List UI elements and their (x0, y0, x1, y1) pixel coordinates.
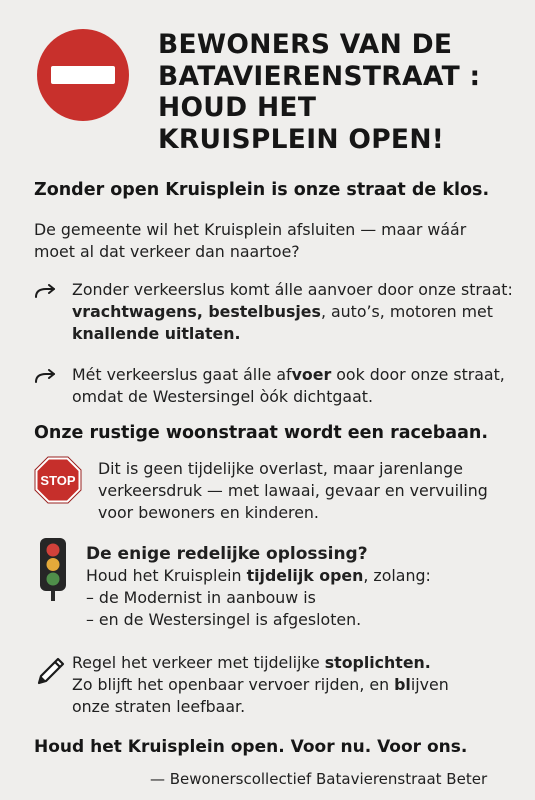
solution-line: – de Modernist in aanbouw is (86, 588, 316, 607)
stop-line: voor bewoners en kinderen. (98, 503, 319, 522)
bullet-line: omdat de Westersingel òók dichtgaat. (72, 387, 373, 406)
title-line: BATAVIERENSTRAAT : (158, 60, 481, 92)
stop-line: verkeersdruk — met lawaai, gevaar en vervuiling (98, 481, 488, 500)
bullet-line (72, 364, 505, 386)
text: Mét verkeerslus gaat álle af (72, 365, 292, 384)
regel-line (72, 674, 449, 696)
text: ijven (410, 675, 449, 694)
bold-text: stoplichten. (324, 653, 431, 672)
bold-text: tijdelijk open (246, 566, 364, 585)
heading-racebaan: Onze rustige woonstraat wordt een racebaan. (34, 423, 489, 443)
bullet-line (72, 301, 513, 323)
traffic-light-icon (38, 537, 68, 601)
bold-text: vrachtwagens, bestelbusjes (72, 302, 321, 321)
intro-paragraph (34, 219, 466, 263)
stop-sign-label: STOP (40, 473, 76, 488)
bold-text: bl (394, 675, 411, 694)
text: , auto’s, motoren met (320, 302, 493, 321)
solution-question: De enige redelijke oplossing? (86, 544, 368, 564)
bullet-line: knallende uitlaten. (72, 324, 241, 343)
flyer-title (158, 29, 528, 155)
stop-paragraph (98, 458, 488, 524)
bullet-line: Zonder verkeerslus komt álle aanvoer door onze straat: (72, 280, 513, 299)
no-entry-sign-icon (36, 28, 130, 122)
bullet-zonder-verkeerslus (72, 279, 513, 345)
intro-line: moet al dat verkeer dan naartoe? (34, 242, 300, 261)
right-arrow-icon (34, 369, 58, 385)
solution-line (86, 565, 431, 587)
intro-line: De gemeente wil het Kruisplein afsluiten — maar wáár (34, 220, 467, 239)
stop-line: Dit is geen tijdelijke overlast, maar jarenlange (98, 459, 463, 478)
text: Houd het Kruisplein (86, 566, 247, 585)
pencil-icon (34, 654, 68, 688)
solution-block (86, 543, 431, 631)
regel-line: onze straten leefbaar. (72, 697, 246, 716)
bold-text: voer (291, 365, 332, 384)
heading-straat-de-klos: Zonder open Kruisplein is onze straat de klos. (34, 180, 490, 200)
regel-line (72, 652, 449, 674)
bullet-met-verkeerslus (72, 364, 505, 408)
right-arrow-icon (34, 284, 58, 300)
stop-sign-icon (34, 456, 82, 504)
solution-line: – en de Westersingel is afgesloten. (86, 610, 362, 629)
regel-paragraph (72, 652, 449, 718)
text: , zolang: (363, 566, 431, 585)
text: ook door onze straat, (331, 365, 505, 384)
text: Zo blijft het openbaar vervoer rijden, en (72, 675, 395, 694)
title-line: BEWONERS VAN DE (158, 29, 453, 60)
signature: — Bewonerscollectief Batavierenstraat Beter (150, 770, 488, 788)
text: Regel het verkeer met tijdelijke (72, 653, 325, 672)
title-line: HOUD HET (158, 92, 317, 123)
closing-slogan: Houd het Kruisplein open. Voor nu. Voor ons. (34, 737, 468, 757)
title-line: KRUISPLEIN OPEN! (158, 123, 445, 155)
